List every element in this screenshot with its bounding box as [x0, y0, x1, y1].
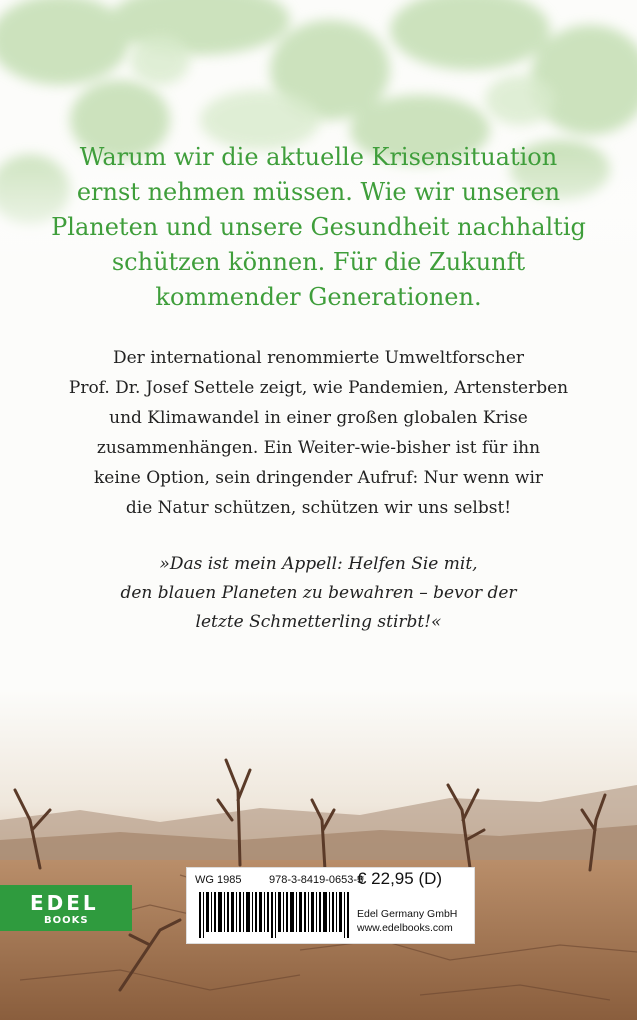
publisher-name: Edel Germany GmbH — [357, 908, 458, 920]
blurb-line: und Klimawandel in einer großen globalen Krise — [109, 408, 528, 428]
blurb-line: zusammenhängen. Ein Weiter-wie-bisher ist für ihn — [96, 438, 541, 458]
quote-line: den blauen Planeten zu bewahren – bevor der — [120, 583, 517, 603]
dry-landscape-illustration — [0, 690, 637, 1020]
price: € 22,95 (D) — [357, 869, 443, 888]
warengruppe-code: WG 1985 — [195, 874, 242, 886]
blurb-line: keine Option, sein dringender Aufruf: Nur wenn wir — [93, 468, 544, 488]
headline-line: Planeten und unsere Gesundheit nachhaltig — [51, 213, 586, 241]
blurb-line: Prof. Dr. Josef Settele zeigt, wie Pandemien, Artensterben — [68, 378, 569, 398]
publisher-url: www.edelbooks.com — [357, 922, 453, 934]
barcode-box — [186, 867, 475, 944]
quote-line: letzte Schmetterling stirbt!« — [195, 612, 442, 632]
publisher-logo — [0, 885, 132, 931]
headline-line: Warum wir die aktuelle Krisensituation — [79, 143, 558, 171]
logo-edel-text: EDEL — [30, 891, 99, 915]
isbn-number: 978-3-8419-0653-3 — [269, 874, 364, 886]
cover-headline — [40, 140, 597, 315]
barcode-icon — [199, 892, 349, 938]
author-quote — [60, 550, 577, 637]
blurb-line: Der international renommierte Umweltforscher — [112, 348, 525, 368]
quote-line: »Das ist mein Appell: Helfen Sie mit, — [159, 554, 478, 574]
headline-line: schützen können. Für die Zukunft — [111, 248, 526, 276]
headline-line: ernst nehmen müssen. Wie wir unseren — [76, 178, 561, 206]
blurb-line: die Natur schützen, schützen wir uns selbst! — [125, 498, 512, 518]
logo-books-text: BOOKS — [44, 915, 89, 926]
blurb-text — [60, 343, 577, 523]
headline-line: kommender Generationen. — [155, 283, 482, 311]
